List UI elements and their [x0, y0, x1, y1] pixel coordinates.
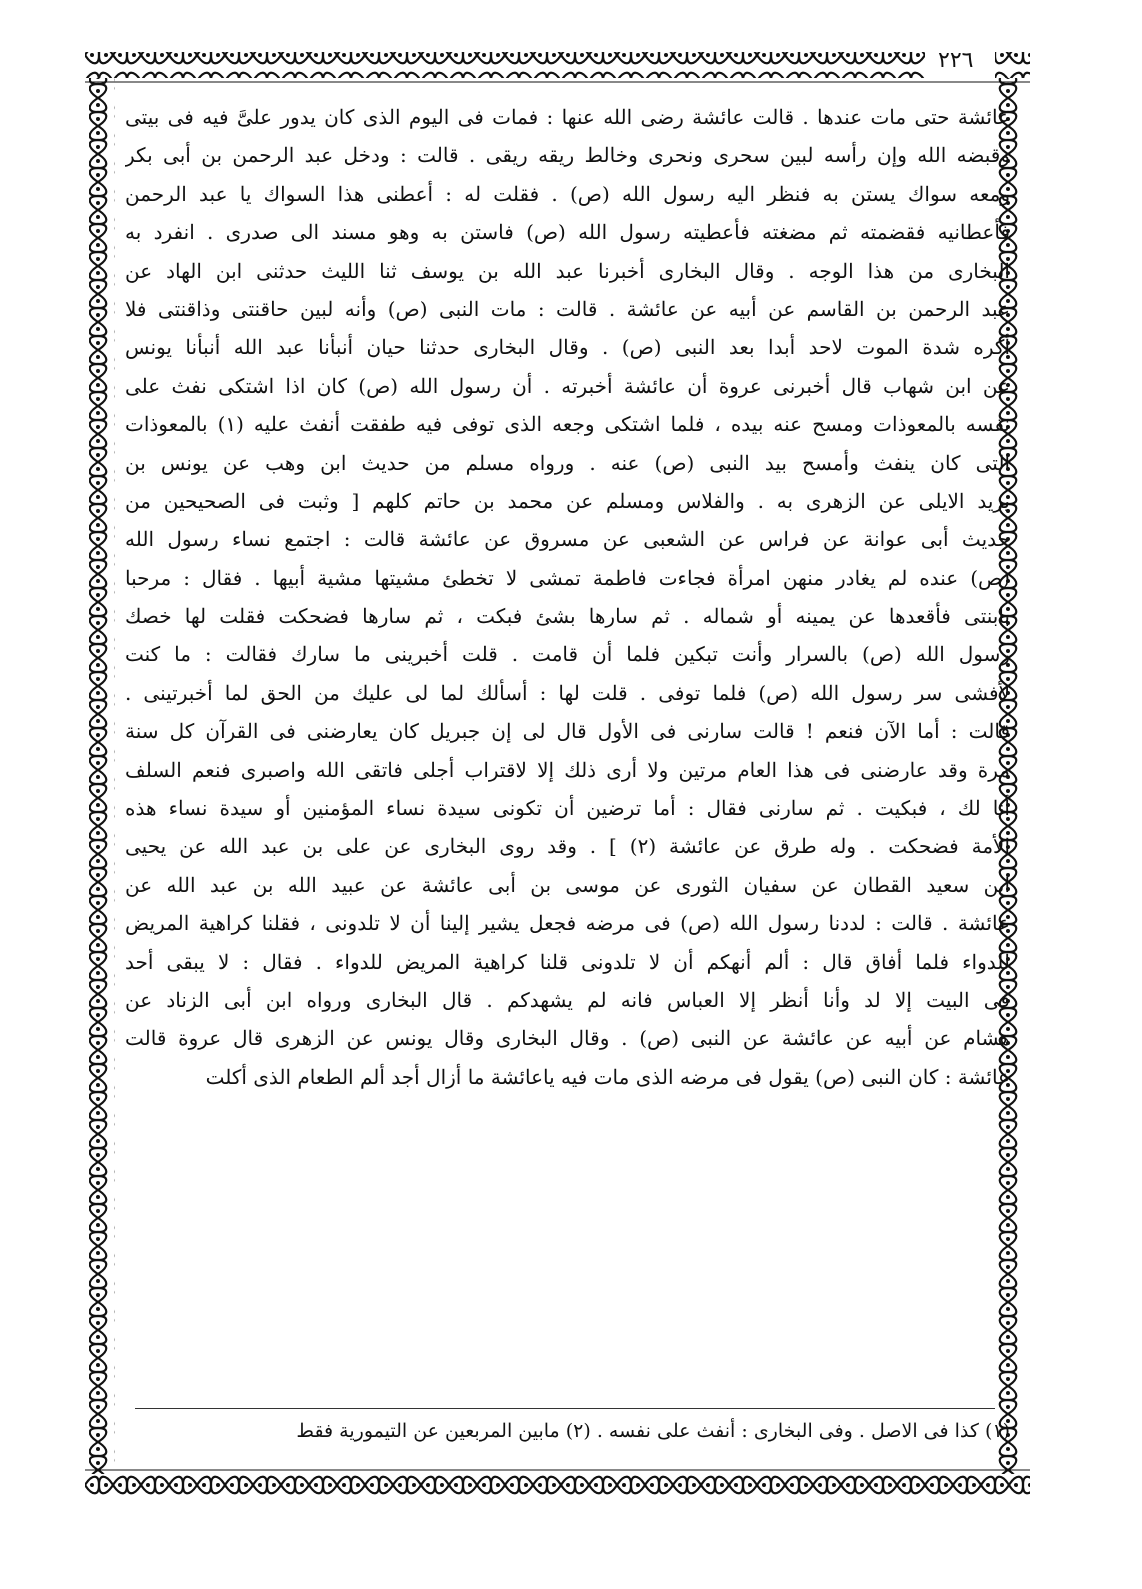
- text-line: لأفشى سر رسول الله (ص) فلما توفى . قلت لها : أسألك لما لى عليك من الحق لما أخبرتينى .: [125, 680, 1010, 705]
- text-line: وقبضه الله وإن رأسه لبين سحرى ونحرى وخالط ريقه ريقى . قالت : ودخل عبد الرحمن بن أبى بكر: [125, 143, 1010, 168]
- text-line: نفسه بالمعوذات ومسح عنه بيده ، فلما اشتكى وجعه الذى توفى فيه طفقت أنفث عليه (١) بالمعوذات: [125, 412, 1010, 437]
- text-line: رسول الله (ص) بالسرار وأنت تبكين فلما أن قامت . قلت أخبرينى ما سارك فقالت : ما كنت: [125, 642, 1010, 667]
- text-line: البخارى من هذا الوجه . وقال البخارى أخبرنا عبد الله بن يوسف ثنا الليث حدثنى ابن الهاد عن: [125, 258, 1010, 283]
- text-line: للدواء فلما أفاق قال : ألم أنهكم أن لا تلدونى قلنا كراهية المريض للدواء . فقال : لا يبقى أحد: [125, 949, 1010, 974]
- text-line: عائشة . قالت : لددنا رسول الله (ص) فى مرضه فجعل يشير إلينا أن لا تلدونى ، فقلنا كراهية المريض: [125, 911, 1010, 936]
- text-line: هشام عن أبيه عن عائشة عن النبى (ص) . وقال البخارى وقال يونس عن الزهرى قال عروة قالت: [125, 1026, 1010, 1051]
- text-line: أكره شدة الموت لاحد أبدا بعد النبى (ص) . وقال البخارى حدثنا حيان أنبأنا عبد الله أنبأنا يونس: [125, 335, 1010, 360]
- footnote-divider: [135, 1408, 995, 1409]
- text-line: بابنتى فأقعدها عن يمينه أو شماله . ثم سارها بشئ فبكت ، ثم سارها فضحكت فقلت لها خصك: [125, 604, 1010, 629]
- main-text: [125, 98, 1010, 1096]
- text-line: عن ابن شهاب قال أخبرنى عروة أن عائشة أخبرته . أن رسول الله (ص) كان اذا اشتكى نفث على: [125, 373, 1010, 398]
- text-line: عائشة حتى مات عندها . قالت عائشة رضى الله عنها : فمات فى اليوم الذى كان يدور علىَّ فيه فى بيتى: [125, 105, 1010, 129]
- text-line: فى البيت إلا لد وأنا أنظر إلا العباس فانه لم يشهدكم . قال البخارى ورواه ابن أبى الزناد عن: [125, 987, 1010, 1012]
- text-line: حديث أبى عوانة عن فراس عن الشعبى عن مسروق عن عائشة قالت : اجتمع نساء رسول الله: [125, 527, 1010, 552]
- text-line: أنا لك ، فبكيت . ثم سارنى فقال : أما ترضين أن تكونى سيدة نساء المؤمنين أو سيدة نساء هذه: [125, 796, 1010, 821]
- text-line: التى كان ينفث وأمسح بيد النبى (ص) عنه . ورواه مسلم من حديث ابن وهب عن يونس بن: [125, 450, 1010, 475]
- text-line: يزيد الايلى عن الزهرى به . والفلاس ومسلم عن محمد بن حاتم كلهم [ وثبت فى الصحيحين من: [125, 488, 1010, 513]
- page-number: ٢٢٦: [938, 48, 974, 73]
- text-line: ومعه سواك يستن به فنظر اليه رسول الله (ص) . فقلت له : أعطنى هذا السواك يا عبد الرحمن: [125, 181, 1010, 206]
- text-line: (ص) عنده لم يغادر منهن امرأة فجاءت فاطمة تمشى لا تخطئ مشيتها مشية أبيها . فقال : مرحبا: [125, 565, 1010, 590]
- text-line: فأعطانيه فقضمته ثم مضغته فأعطيته رسول الله (ص) فاستن به وهو مسند الى صدرى . انفرد به: [125, 220, 1010, 245]
- text-line: عبد الرحمن بن القاسم عن أبيه عن عائشة . قالت : مات النبى (ص) وأنه لبين حاقنتى وذاقنتى فلا: [125, 296, 1010, 321]
- text-line: الأمة فضحكت . وله طرق عن عائشة (٢) ] . وقد روى البخارى عن على بن عبد الله عن يحيى: [125, 834, 1010, 859]
- text-line: مرة وقد عارضنى فى هذا العام مرتين ولا أرى ذلك إلا لاقتراب أجلى فاتقى الله واصبرى فنعم السلف: [125, 757, 1010, 782]
- text-line: عائشة : كان النبى (ص) يقول فى مرضه الذى مات فيه ياعائشة ما أزال أجد ألم الطعام الذى أكلت: [205, 1064, 1010, 1089]
- footnotes: (١) كذا فى الاصل . وفى البخارى : أنفث على نفسه . (٢) مابين المربعين عن التيمورية فقط: [296, 1420, 1010, 1442]
- text-line: ابن سعيد القطان عن سفيان الثورى عن موسى بن أبى عائشة عن عبيد الله بن عبد الله عن: [125, 872, 1010, 897]
- text-line: قالت : أما الآن فنعم ! قالت سارنى فى الأول قال لى إن جبريل كان يعارضنى فى القرآن كل سنة: [125, 719, 1010, 744]
